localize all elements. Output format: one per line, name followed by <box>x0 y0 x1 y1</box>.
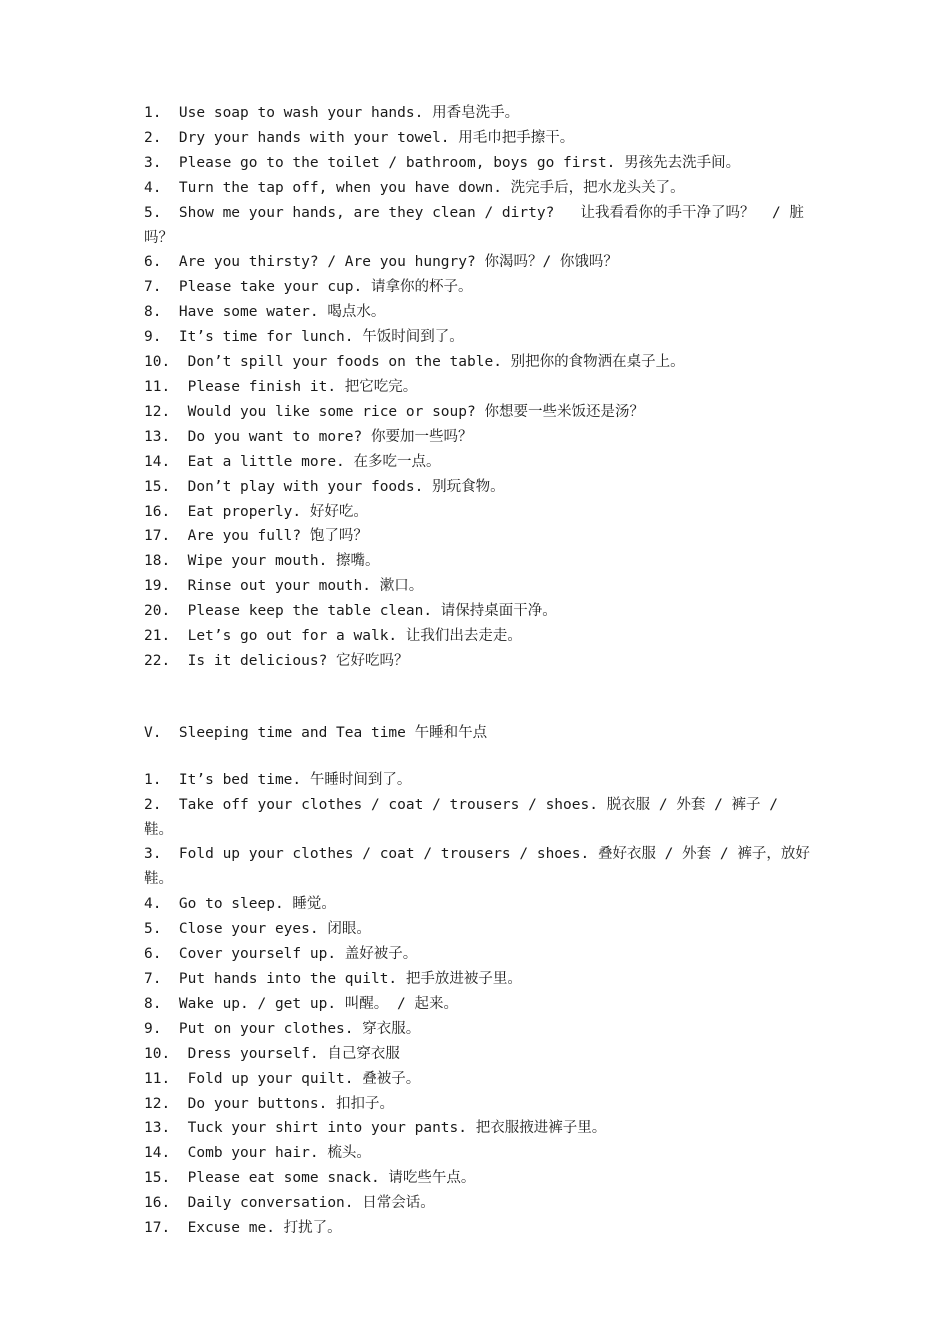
list-item: 5. Show me your hands, are they clean / dirty? 让我看看你的手干净了吗？ / 脏吗？ <box>144 204 804 246</box>
list-item: 17. Excuse me. 打扰了。 <box>144 1220 342 1237</box>
list-item: 2. Dry your hands with your towel. 用毛巾把手擦干。 <box>144 129 575 146</box>
section-spacer <box>144 746 812 768</box>
list-item: 16. Eat properly. 好好吃。 <box>144 503 368 520</box>
list-item: 2. Take off your clothes / coat / trousers / shoes. 脱衣服 / 外套 / 裤子 / 鞋。 <box>144 796 787 838</box>
list-item: 5. Close your eyes. 闭眼。 <box>144 921 371 938</box>
list-item: 1. Use soap to wash your hands. 用香皂洗手。 <box>144 105 520 121</box>
list-item: 7. Put hands into the quilt. 把手放进被子里。 <box>144 971 522 987</box>
list-item: 16. Daily conversation. 日常会话。 <box>144 1195 435 1212</box>
section-heading: V. Sleeping time and Tea time 午睡和午点 <box>144 724 488 741</box>
section-spacer <box>144 674 812 721</box>
list-item: 9. Put on your clothes. 穿衣服。 <box>144 1020 421 1037</box>
list-item: 9. It’s time for lunch. 午饭时间到了。 <box>144 329 464 346</box>
list-item: 3. Please go to the toilet / bathroom, boys go first. 男孩先去洗手间。 <box>144 154 741 171</box>
list-item: 4. Go to sleep. 睡觉。 <box>144 896 336 913</box>
list-item: 10. Dress yourself. 自己穿衣服 <box>144 1045 400 1062</box>
list-item: 15. Please eat some snack. 请吃些午点。 <box>144 1170 476 1187</box>
list-item: 11. Fold up your quilt. 叠被子。 <box>144 1070 421 1087</box>
meal-time-list <box>144 101 812 674</box>
list-item: 20. Please keep the table clean. 请保持桌面干净。 <box>144 603 557 620</box>
list-item: 1. It’s bed time. 午睡时间到了。 <box>144 771 412 788</box>
list-item: 13. Do you want to more? 你要加一些吗？ <box>144 428 473 445</box>
list-item: 14. Eat a little more. 在多吃一点。 <box>144 453 441 470</box>
list-item: 13. Tuck your shirt into your pants. 把衣服掖进裤子里。 <box>144 1120 607 1137</box>
list-item: 8. Wake up. / get up. 叫醒。 / 起来。 <box>144 995 458 1012</box>
list-item: 6. Cover yourself up. 盖好被子。 <box>144 946 418 963</box>
list-item: 12. Would you like some rice or soup? 你想要一些米饭还是汤？ <box>144 403 644 420</box>
list-item: 14. Comb your hair. 梳头。 <box>144 1145 371 1162</box>
list-item: 8. Have some water. 喝点水。 <box>144 304 386 321</box>
list-item: 10. Don’t spill your foods on the table. 别把你的食物洒在桌子上。 <box>144 354 685 371</box>
document-body <box>144 101 812 1241</box>
list-item: 4. Turn the tap off, when you have down. 洗完手后，把水龙头关了。 <box>144 179 685 196</box>
list-item: 18. Wipe your mouth. 擦嘴。 <box>144 553 380 570</box>
list-item: 7. Please take your cup. 请拿你的杯子。 <box>144 279 473 296</box>
list-item: 21. Let’s go out for a walk. 让我们出去走走。 <box>144 628 522 645</box>
sleeping-time-list <box>144 768 812 1241</box>
list-item: 19. Rinse out your mouth. 漱口。 <box>144 578 424 595</box>
list-item: 17. Are you full? 饱了吗？ <box>144 528 368 545</box>
list-item: 6. Are you thirsty? / Are you hungry? 你渴吗？/ 你饿吗？ <box>144 254 618 271</box>
list-item: 22. Is it delicious? 它好吃吗？ <box>144 652 409 669</box>
list-item: 3. Fold up your clothes / coat / trousers / shoes. 叠好衣服 / 外套 / 裤子，放好鞋。 <box>144 846 810 888</box>
list-item: 11. Please finish it. 把它吃完。 <box>144 378 418 395</box>
list-item: 15. Don’t play with your foods. 别玩食物。 <box>144 478 505 495</box>
list-item: 12. Do your buttons. 扣扣子。 <box>144 1095 395 1112</box>
